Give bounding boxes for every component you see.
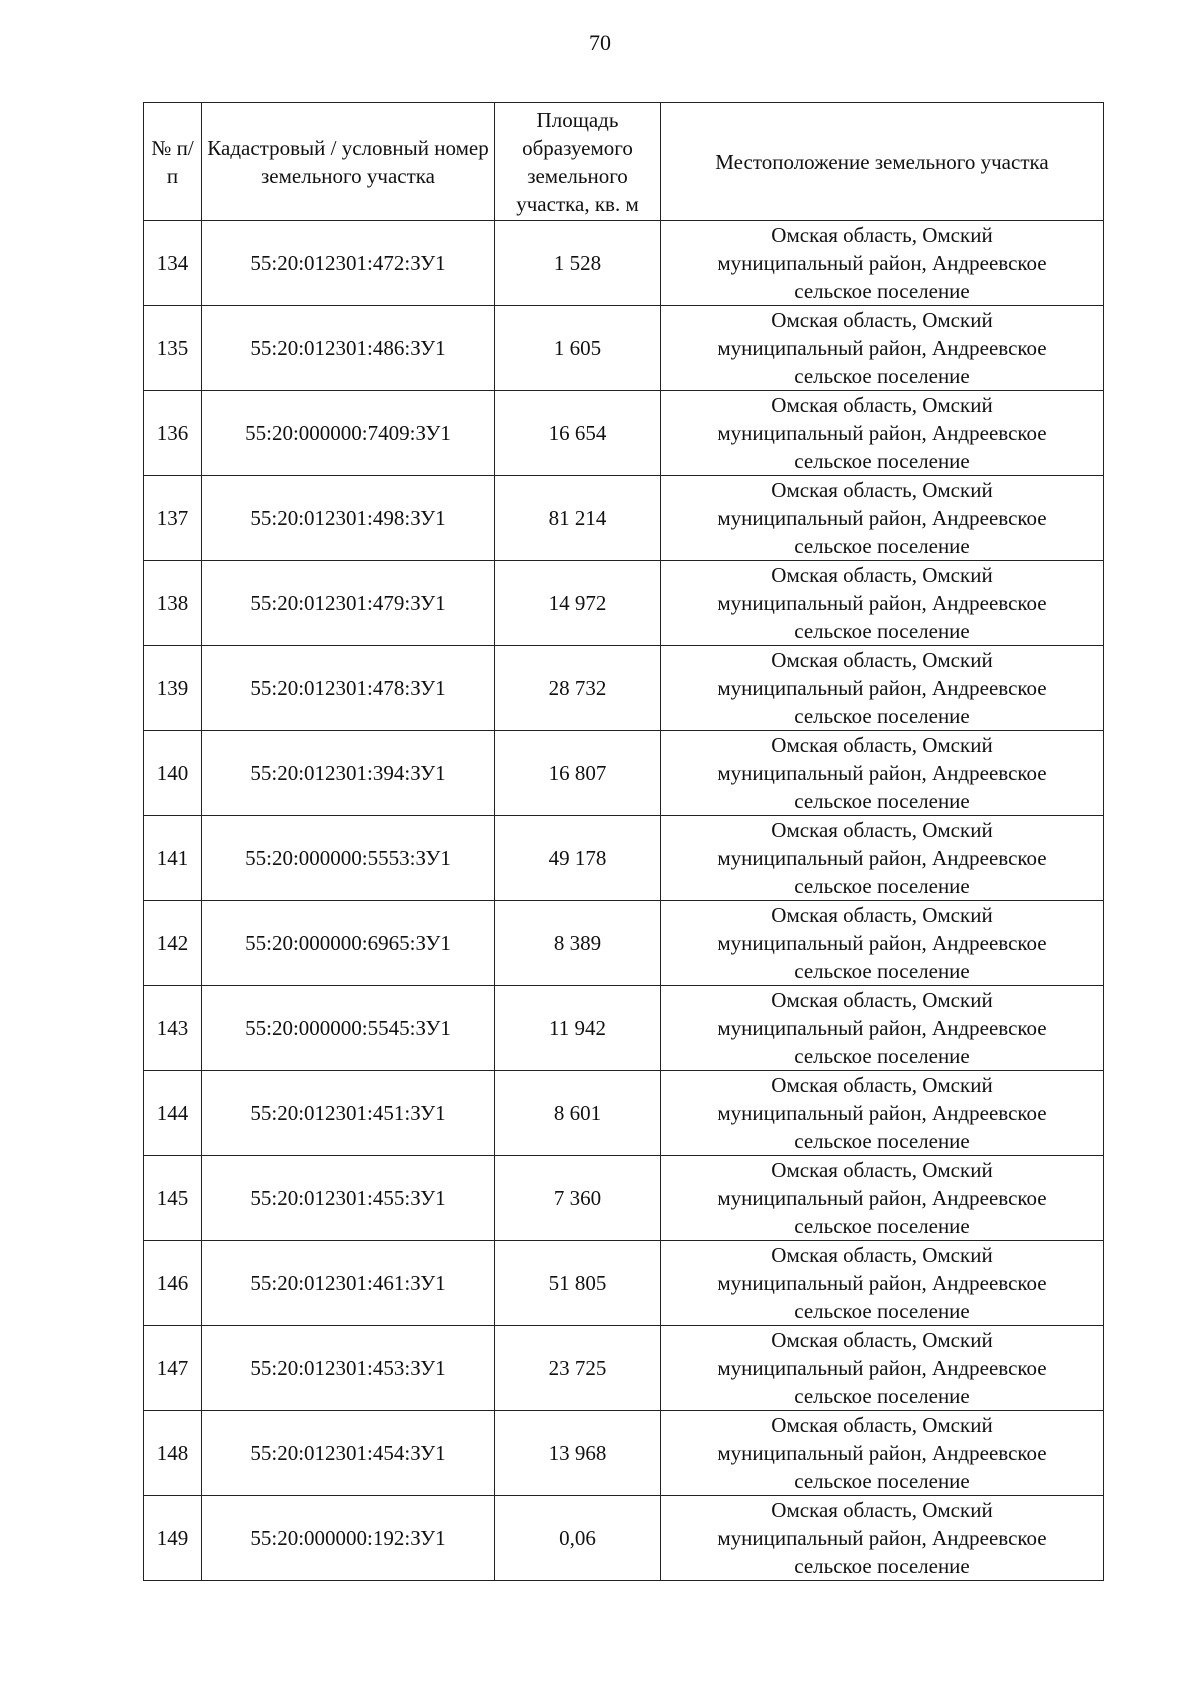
row-cadastral: 55:20:012301:451:ЗУ1 xyxy=(202,1071,495,1156)
row-area: 28 732 xyxy=(495,646,661,731)
location-line: сельское поселение xyxy=(794,449,970,473)
header-location: Местоположение земельного участка xyxy=(661,103,1104,221)
row-cadastral: 55:20:012301:455:ЗУ1 xyxy=(202,1156,495,1241)
row-cadastral: 55:20:012301:461:ЗУ1 xyxy=(202,1241,495,1326)
row-num: 144 xyxy=(144,1071,202,1156)
location-line: муниципальный район, Андреевское xyxy=(717,251,1047,275)
table-row xyxy=(144,646,1104,731)
row-area: 81 214 xyxy=(495,476,661,561)
row-location xyxy=(661,901,1104,986)
location-line: Омская область, Омский xyxy=(771,223,993,247)
row-area: 1 605 xyxy=(495,306,661,391)
location-line: муниципальный район, Андреевское xyxy=(717,1526,1047,1550)
row-num: 146 xyxy=(144,1241,202,1326)
row-location xyxy=(661,1156,1104,1241)
location-line: Омская область, Омский xyxy=(771,1498,993,1522)
row-cadastral: 55:20:012301:453:ЗУ1 xyxy=(202,1326,495,1411)
row-location xyxy=(661,1071,1104,1156)
row-location xyxy=(661,731,1104,816)
table-row xyxy=(144,306,1104,391)
location-line: сельское поселение xyxy=(794,704,970,728)
row-area: 13 968 xyxy=(495,1411,661,1496)
row-num: 136 xyxy=(144,391,202,476)
row-area: 16 807 xyxy=(495,731,661,816)
location-line: муниципальный район, Андреевское xyxy=(717,761,1047,785)
location-line: Омская область, Омский xyxy=(771,903,993,927)
row-location xyxy=(661,1496,1104,1581)
table-row xyxy=(144,986,1104,1071)
row-num: 134 xyxy=(144,221,202,306)
row-location xyxy=(661,646,1104,731)
row-cadastral: 55:20:012301:394:ЗУ1 xyxy=(202,731,495,816)
location-line: муниципальный район, Андреевское xyxy=(717,1271,1047,1295)
row-area: 11 942 xyxy=(495,986,661,1071)
location-line: муниципальный район, Андреевское xyxy=(717,421,1047,445)
location-line: сельское поселение xyxy=(794,789,970,813)
row-cadastral: 55:20:012301:454:ЗУ1 xyxy=(202,1411,495,1496)
location-line: муниципальный район, Андреевское xyxy=(717,1016,1047,1040)
location-line: Омская область, Омский xyxy=(771,1073,993,1097)
location-line: муниципальный район, Андреевское xyxy=(717,676,1047,700)
location-line: Омская область, Омский xyxy=(771,308,993,332)
table-row xyxy=(144,1496,1104,1581)
row-num: 148 xyxy=(144,1411,202,1496)
table-row xyxy=(144,561,1104,646)
location-line: муниципальный район, Андреевское xyxy=(717,1101,1047,1125)
row-location xyxy=(661,391,1104,476)
table-row xyxy=(144,1156,1104,1241)
location-line: сельское поселение xyxy=(794,1299,970,1323)
row-num: 139 xyxy=(144,646,202,731)
location-line: сельское поселение xyxy=(794,1384,970,1408)
row-location xyxy=(661,306,1104,391)
row-num: 149 xyxy=(144,1496,202,1581)
row-num: 138 xyxy=(144,561,202,646)
page-number: 70 xyxy=(589,30,611,55)
table-body xyxy=(144,221,1104,1581)
row-cadastral: 55:20:000000:5553:ЗУ1 xyxy=(202,816,495,901)
location-line: Омская область, Омский xyxy=(771,1158,993,1182)
table-row xyxy=(144,1326,1104,1411)
location-line: сельское поселение xyxy=(794,619,970,643)
location-line: сельское поселение xyxy=(794,534,970,558)
location-line: муниципальный район, Андреевское xyxy=(717,931,1047,955)
row-num: 140 xyxy=(144,731,202,816)
row-cadastral: 55:20:012301:498:ЗУ1 xyxy=(202,476,495,561)
table-header-row xyxy=(144,103,1104,221)
table-row xyxy=(144,1241,1104,1326)
row-num: 143 xyxy=(144,986,202,1071)
table-row xyxy=(144,731,1104,816)
table-row xyxy=(144,1411,1104,1496)
row-cadastral: 55:20:012301:478:ЗУ1 xyxy=(202,646,495,731)
table-row xyxy=(144,476,1104,561)
location-line: муниципальный район, Андреевское xyxy=(717,1441,1047,1465)
location-line: Омская область, Омский xyxy=(771,563,993,587)
row-cadastral: 55:20:000000:192:ЗУ1 xyxy=(202,1496,495,1581)
location-line: Омская область, Омский xyxy=(771,1413,993,1437)
location-line: Омская область, Омский xyxy=(771,733,993,757)
row-area: 14 972 xyxy=(495,561,661,646)
location-line: муниципальный район, Андреевское xyxy=(717,1356,1047,1380)
location-line: Омская область, Омский xyxy=(771,393,993,417)
row-num: 145 xyxy=(144,1156,202,1241)
location-line: муниципальный район, Андреевское xyxy=(717,591,1047,615)
location-line: сельское поселение xyxy=(794,1469,970,1493)
row-area: 8 601 xyxy=(495,1071,661,1156)
location-line: сельское поселение xyxy=(794,874,970,898)
table-row xyxy=(144,1071,1104,1156)
location-line: сельское поселение xyxy=(794,1554,970,1578)
row-location xyxy=(661,986,1104,1071)
row-location xyxy=(661,1241,1104,1326)
row-cadastral: 55:20:000000:6965:ЗУ1 xyxy=(202,901,495,986)
location-line: Омская область, Омский xyxy=(771,1243,993,1267)
location-line: сельское поселение xyxy=(794,1044,970,1068)
location-line: Омская область, Омский xyxy=(771,818,993,842)
location-line: сельское поселение xyxy=(794,364,970,388)
row-area: 16 654 xyxy=(495,391,661,476)
table-row xyxy=(144,221,1104,306)
row-cadastral: 55:20:000000:5545:ЗУ1 xyxy=(202,986,495,1071)
row-area: 0,06 xyxy=(495,1496,661,1581)
location-line: Омская область, Омский xyxy=(771,478,993,502)
row-location xyxy=(661,1326,1104,1411)
row-area: 1 528 xyxy=(495,221,661,306)
row-num: 137 xyxy=(144,476,202,561)
row-num: 141 xyxy=(144,816,202,901)
header-area: Площадь образуемого земельного участка, кв. м xyxy=(495,103,661,221)
land-plots-table xyxy=(143,102,1104,1581)
location-line: муниципальный район, Андреевское xyxy=(717,846,1047,870)
location-line: сельское поселение xyxy=(794,959,970,983)
location-line: Омская область, Омский xyxy=(771,988,993,1012)
table-row xyxy=(144,391,1104,476)
row-location xyxy=(661,221,1104,306)
location-line: муниципальный район, Андреевское xyxy=(717,506,1047,530)
row-area: 51 805 xyxy=(495,1241,661,1326)
row-location xyxy=(661,476,1104,561)
row-cadastral: 55:20:012301:472:ЗУ1 xyxy=(202,221,495,306)
row-cadastral: 55:20:012301:479:ЗУ1 xyxy=(202,561,495,646)
table-row xyxy=(144,816,1104,901)
location-line: муниципальный район, Андреевское xyxy=(717,336,1047,360)
row-area: 23 725 xyxy=(495,1326,661,1411)
table-row xyxy=(144,901,1104,986)
header-cadastral: Кадастровый / условный номер земельного участка xyxy=(202,103,495,221)
row-num: 142 xyxy=(144,901,202,986)
row-location xyxy=(661,1411,1104,1496)
header-num: № п/п xyxy=(144,103,202,221)
row-area: 8 389 xyxy=(495,901,661,986)
location-line: сельское поселение xyxy=(794,1129,970,1153)
row-num: 135 xyxy=(144,306,202,391)
location-line: сельское поселение xyxy=(794,279,970,303)
location-line: сельское поселение xyxy=(794,1214,970,1238)
row-cadastral: 55:20:012301:486:ЗУ1 xyxy=(202,306,495,391)
location-line: Омская область, Омский xyxy=(771,1328,993,1352)
row-area: 7 360 xyxy=(495,1156,661,1241)
row-area: 49 178 xyxy=(495,816,661,901)
location-line: Омская область, Омский xyxy=(771,648,993,672)
row-location xyxy=(661,816,1104,901)
row-cadastral: 55:20:000000:7409:ЗУ1 xyxy=(202,391,495,476)
row-num: 147 xyxy=(144,1326,202,1411)
location-line: муниципальный район, Андреевское xyxy=(717,1186,1047,1210)
row-location xyxy=(661,561,1104,646)
